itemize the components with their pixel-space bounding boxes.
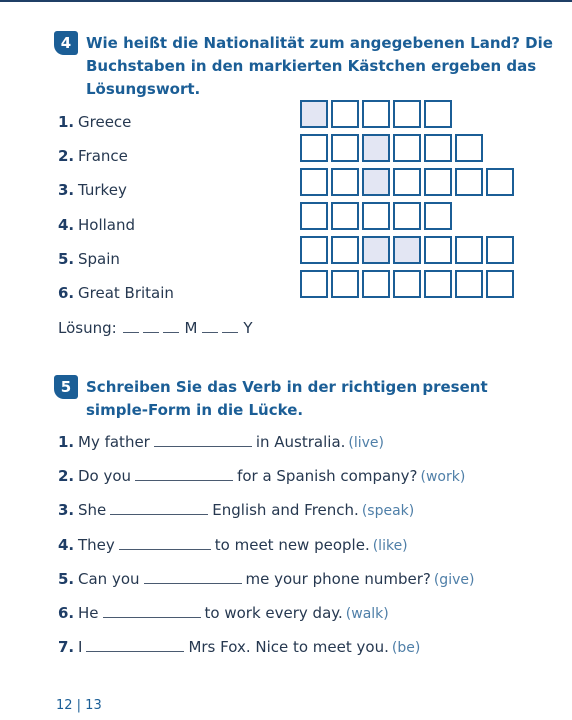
exercise-number-badge: 5 [54, 375, 78, 399]
letter-box[interactable] [331, 168, 359, 196]
letter-box[interactable] [362, 100, 390, 128]
sentence-start: He [78, 604, 99, 622]
answer-blank[interactable] [103, 601, 201, 618]
letter-box[interactable] [331, 134, 359, 162]
item-number: 6. [58, 284, 75, 302]
list-item [58, 498, 414, 522]
exercise-number-badge: 4 [54, 31, 78, 55]
item-number: 1. [58, 433, 75, 451]
marked-letter-box[interactable] [393, 236, 421, 264]
verb-hint: (walk) [345, 606, 389, 622]
country-name: Holland [78, 216, 136, 234]
solution-gap[interactable] [202, 317, 218, 333]
list-item [58, 281, 174, 305]
answer-blank[interactable] [86, 635, 184, 652]
letter-box[interactable] [455, 134, 483, 162]
country-name: Spain [78, 250, 120, 268]
verb-hint: (live) [348, 435, 385, 451]
letter-box[interactable] [424, 100, 452, 128]
sentence-start: She [78, 501, 107, 519]
sentence-end: me your phone number? [245, 570, 431, 588]
exercise-4 [54, 32, 554, 101]
item-number: 3. [58, 181, 75, 199]
list-item [58, 213, 135, 237]
answer-blank[interactable] [135, 464, 233, 481]
verb-hint: (give) [433, 572, 475, 588]
sentence-start: Do you [78, 467, 132, 485]
exercise-5 [54, 376, 554, 422]
answer-blank[interactable] [110, 498, 208, 515]
grid-row [300, 100, 455, 130]
letter-box[interactable] [300, 236, 328, 264]
sentence-end: for a Spanish company? [237, 467, 418, 485]
answer-blank[interactable] [154, 430, 252, 447]
letter-box[interactable] [455, 168, 483, 196]
letter-box[interactable] [393, 168, 421, 196]
letter-box[interactable] [424, 134, 452, 162]
letter-box[interactable] [486, 236, 514, 264]
letter-box[interactable] [424, 202, 452, 230]
solution-letter: Y [243, 319, 253, 337]
sentence-end: English and French. [212, 501, 359, 519]
sentence-start: They [78, 536, 115, 554]
item-number: 7. [58, 638, 75, 656]
grid-row [300, 168, 517, 198]
list-item [58, 144, 128, 168]
page-numbers: 12 | 13 [56, 698, 102, 713]
verb-hint: (be) [391, 640, 421, 656]
exercise-5-header [54, 376, 554, 422]
list-item [58, 635, 420, 659]
solution-letter: M [184, 319, 198, 337]
grid-row [300, 134, 486, 164]
letter-box[interactable] [300, 168, 328, 196]
letter-box[interactable] [393, 100, 421, 128]
country-name: France [78, 147, 128, 165]
item-number: 2. [58, 467, 75, 485]
marked-letter-box[interactable] [300, 100, 328, 128]
solution-gap[interactable] [222, 317, 238, 333]
list-item [58, 533, 408, 557]
sentence-start: My father [78, 433, 150, 451]
letter-box[interactable] [331, 202, 359, 230]
list-item [58, 601, 389, 625]
letter-box[interactable] [362, 270, 390, 298]
answer-blank[interactable] [119, 533, 211, 550]
list-item [58, 110, 131, 134]
solution-gap[interactable] [163, 317, 179, 333]
item-number: 6. [58, 604, 75, 622]
item-number: 5. [58, 250, 75, 268]
letter-box[interactable] [424, 168, 452, 196]
item-number: 2. [58, 147, 75, 165]
top-rule [0, 0, 572, 2]
sentence-end: in Australia. [255, 433, 346, 451]
verb-hint: (like) [372, 538, 408, 554]
country-name: Greece [78, 113, 132, 131]
solution-gap[interactable] [143, 317, 159, 333]
letter-box[interactable] [486, 168, 514, 196]
solution-gap[interactable] [123, 317, 139, 333]
grid-row [300, 236, 517, 266]
letter-box[interactable] [300, 202, 328, 230]
sentence-end: to meet new people. [214, 536, 370, 554]
country-name: Great Britain [78, 284, 174, 302]
sentence-start: Can you [78, 570, 140, 588]
letter-box[interactable] [331, 270, 359, 298]
list-item [58, 178, 127, 202]
letter-box[interactable] [424, 236, 452, 264]
list-item [58, 567, 474, 591]
list-item [58, 430, 384, 454]
sentence-end: to work every day. [204, 604, 343, 622]
letter-box[interactable] [455, 236, 483, 264]
letter-box[interactable] [455, 270, 483, 298]
verb-hint: (work) [420, 469, 466, 485]
marked-letter-box[interactable] [362, 134, 390, 162]
item-number: 4. [58, 536, 75, 554]
list-item [58, 247, 120, 271]
answer-blank[interactable] [144, 567, 242, 584]
list-item [58, 464, 465, 488]
letter-box[interactable] [393, 134, 421, 162]
exercise-instruction: Wie heißt die Nationalität zum angegebenen Land? Die Buchstaben in den markierten Kästchen ergeben das Lösungswort. [86, 34, 553, 98]
item-number: 5. [58, 570, 75, 588]
verb-hint: (speak) [361, 503, 415, 519]
marked-letter-box[interactable] [362, 236, 390, 264]
letter-box[interactable] [393, 202, 421, 230]
letter-box[interactable] [486, 270, 514, 298]
grid-row [300, 202, 455, 232]
letter-box[interactable] [424, 270, 452, 298]
sentence-start: I [78, 638, 83, 656]
sentence-end: Mrs Fox. Nice to meet you. [188, 638, 389, 656]
country-name: Turkey [78, 181, 127, 199]
item-number: 3. [58, 501, 75, 519]
letter-box[interactable] [362, 202, 390, 230]
marked-letter-box[interactable] [362, 168, 390, 196]
solution-line [58, 316, 256, 340]
letter-box[interactable] [300, 134, 328, 162]
solution-label: Lösung: [58, 319, 117, 337]
item-number: 1. [58, 113, 75, 131]
letter-box[interactable] [393, 270, 421, 298]
exercise-instruction: Schreiben Sie das Verb in der richtigen present simple-Form in die Lücke. [86, 378, 488, 419]
grid-row [300, 270, 517, 300]
letter-box[interactable] [300, 270, 328, 298]
item-number: 4. [58, 216, 75, 234]
exercise-4-header [54, 32, 554, 101]
letter-box[interactable] [331, 236, 359, 264]
letter-box[interactable] [331, 100, 359, 128]
